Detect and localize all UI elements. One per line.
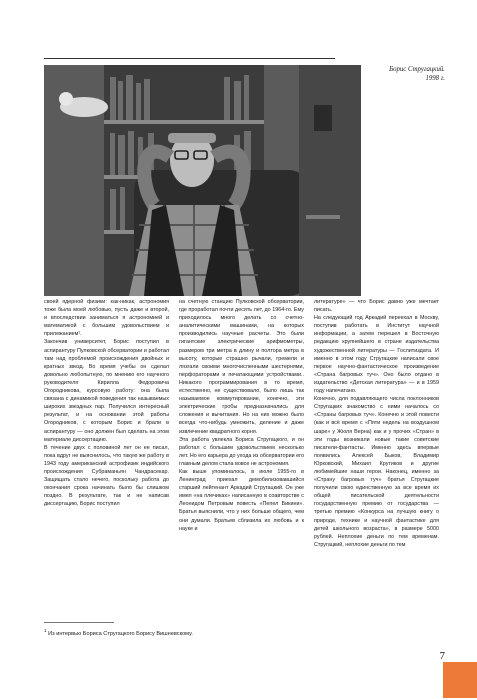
text-column-3: [314, 298, 439, 618]
caption-name: Борис Стругацкий.: [389, 66, 445, 73]
caption-year: 1998 г.: [425, 75, 445, 82]
footnote-rule: [44, 622, 114, 623]
paragraph: В течение двух с половиной лет он ее писал, пока вдруг не выяснилось, что такую же работу в 1943 году американский астрофизик индийского происхождения Субраманьян Чандрасекар. Защищать стало нечего, поскольку работа до окончания срока начинать было бы слишком поздно. В результате, так и не написав диссертацию, Борис поступил: [44, 444, 169, 508]
footnote-text: Из интервью Бориса Стругацкого Борису Вишневскому.: [48, 630, 193, 637]
text-column-1: [44, 298, 169, 618]
publisher-corner-tab: [443, 662, 477, 698]
paragraph: На следующий год Аркадий переехал в Москву, поступив работать в Институт научной информации, а затем перешел в Восточную редакцию крупнейшего в стране издательства художественной литературы — Гослитиздата. И именно в этом году Стругацкие написали свое первое научно-фантастическое произведение «Страна багровых туч». Оно было отдано в издательство «Детская литература» — и в 1959 году напечатано.: [314, 315, 439, 395]
text-column-2: [179, 298, 304, 618]
portrait-illustration: [44, 65, 361, 296]
paragraph: Эта работа увлекла Бориса Стругацкого, и он работал с большим удовольствием несколько лет. Но его карьера до ухода из обсерватории его главным делом стала вовсе не астрономия.: [179, 436, 304, 467]
portrait-photo: [44, 65, 361, 296]
paragraph: своей ядерной физики: как-никак, астрономия тоже была моей любовью, пусть даже и второй, и впоследствии заниматься я астрономией и математикой с большим удовольствием и прилежанием¹.: [44, 299, 169, 338]
footnote-marker: 1: [44, 628, 47, 633]
paragraph: на счетную станцию Пулковской обсерватории, где проработал почти десять лет, до 1964-го. Ему приходилось много делать со счетно-аналитическими машинами, на которых производились научные расчеты. Это были гигантские электрические арифмометры, размером три метра в длину и полтора метра в высоту, которые страшно рычали, гремели и лязгали своими многочисленными шестернями, перфораторами и печатающими устройствами.. Никакого программирования в то время, естественно, не существовало, было лишь так называемое коммутирование, конечно, эти электрические гробы предназначались для сложения и вычитания. Но на них можно было всегда что-нибудь умножить, деление и даже извлечение квадратного корня.: [179, 299, 304, 435]
body-text: [44, 298, 440, 618]
paragraph: Как выше упоминалось, в июле 1955-го в Ленинград приехал демобилизовавшийся старший лейтенант Аркадий Стругацкий. Он уже имел «на плечиках» написанную в соавторстве с Леонидом Петровым повесть «Пепел Бикини». Братья выяснили, что у них больше общего, чем они думали. Братьев сблизила их любовь и к науке и: [179, 468, 304, 532]
paragraph: Конечно, для подавляющего числа поклонников Стругацких знакомство с ними началось со «Страны багровых туч». Конечно и этой повести (как и всё время с «Пяти недель на воздушном шаре» у Жюля Верна) как и у прочих «Стран» в эти годы возникали новые такие советские писатели-фантасты. Именно здесь впервые появились Алексей Быков, Владимир Юрковский, Михаил Крутиков и другие любимейшие наши герои. Наконец, именно за «Страну багровых туч» братья Стругацкие получили свою единственную за все время их общей писательской деятельности государственную премию от государства — третью премию «Конкурса на лучшую книгу о природе, технике и научной фантастике для детей школьного возраста», в размере 5000 рублей. Неплохие деньги по тем временам. Стругацкий, неплохие деньги по тем: [314, 396, 439, 548]
paragraph: Закончив университет, Борис поступил в аспирантуру Пулковской обсерватории и работал там над проблемой происхождения двойных и кратных звезд. Во время учебы он сделал довольно любопытную, по мнению его научного руководителя Кирилла Федоровича Огородникова, курсовую работу: она была связана с динамикой поведения так называемых широких звездных пар. Получился интересный результат, и на основании этой работы Огородников, с которым Борис и брали в аспирантуру — оно должен был сделать на этом материале диссертацию.: [44, 339, 169, 443]
page-number: 7: [439, 650, 445, 662]
photo-caption: [365, 65, 445, 83]
paragraph: литературе» — что Борис давно уже мечтает писать.: [314, 299, 439, 314]
top-rule: [44, 58, 335, 59]
footnote: [44, 627, 344, 638]
